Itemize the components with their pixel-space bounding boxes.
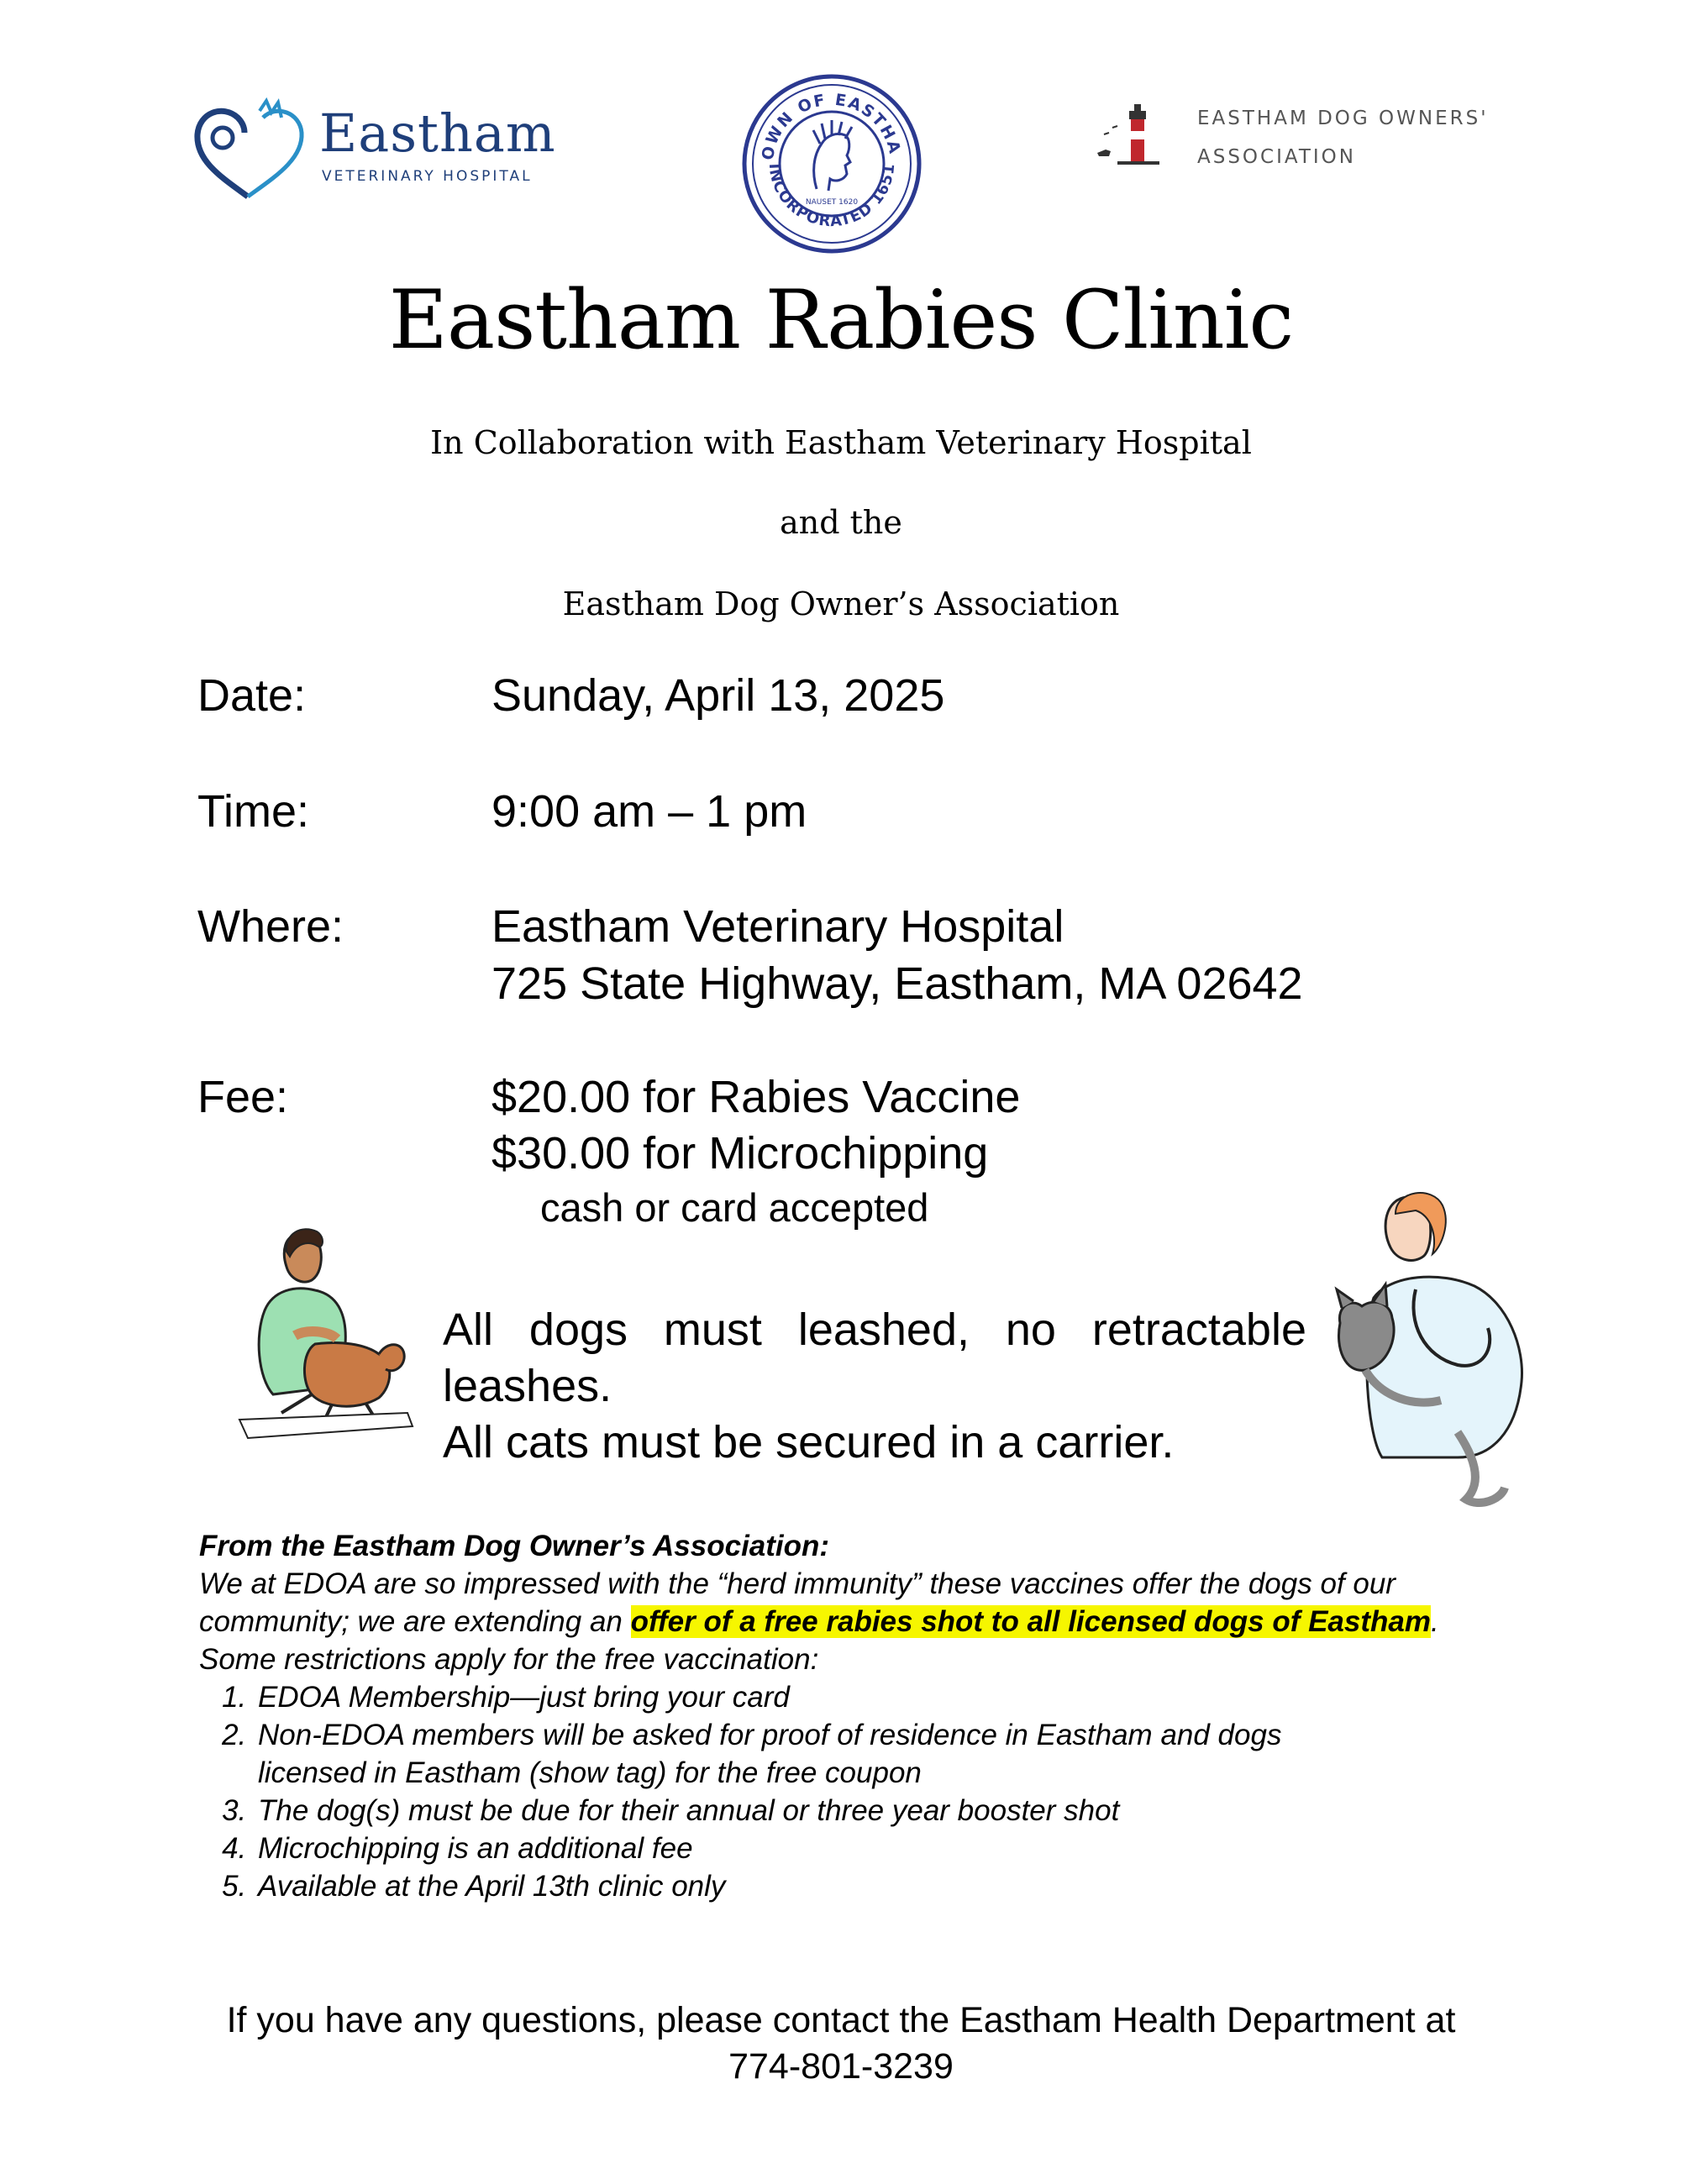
contact-text: If you have any questions, please contact the Eastham Health Department at: [226, 2000, 1456, 2040]
contact-phone: 774-801-3239: [728, 2046, 954, 2087]
list-item: 4. Microchipping is an additional fee: [255, 1830, 1543, 1867]
free-shot-highlight: offer of a free rabies shot to all licensed dogs of Eastham: [630, 1605, 1431, 1638]
edoa-heading: From the Eastham Dog Owner’s Association:: [199, 1530, 830, 1562]
payment-note: cash or card accepted: [540, 1185, 929, 1230]
pet-rules: [443, 1302, 1306, 1471]
seal-bottom-text: INCORPORATED 1651: [765, 162, 899, 231]
edoa-paragraph-text: We at EDOA are so impressed with the “herd immunity” these vaccines offer the dogs of our community; we are extending an: [199, 1567, 1396, 1638]
vet-with-cat-illustration: [1315, 1180, 1537, 1512]
list-item: 5. Available at the April 13th clinic only: [255, 1867, 1543, 1905]
rule-cats: All cats must be secured in a carrier.: [443, 1417, 1175, 1467]
rule-leash-line1: All dogs must leashed, no retractable: [443, 1305, 1306, 1355]
collaboration-partner: Eastham Dog Owner’s Association: [562, 585, 1120, 622]
collaboration-line: In Collaboration with Eastham Veterinary Hospital: [430, 424, 1252, 461]
fee-rabies: $20.00 for Rabies Vaccine: [491, 1072, 1021, 1122]
time-label: Time:: [197, 786, 309, 837]
list-item: 1. EDOA Membership—just bring your card: [255, 1678, 1543, 1716]
edoa-logo-line2: ASSOCIATION: [1197, 146, 1356, 168]
seal-center-text: NAUSET 1620: [805, 198, 859, 207]
town-seal: [739, 71, 924, 256]
lighthouse-icon: [1092, 101, 1185, 176]
edoa-logo-line1: EASTHAM DOG OWNERS': [1197, 108, 1489, 129]
rule-leash-line2: leashes.: [443, 1361, 612, 1411]
edoa-section: [199, 1527, 1543, 1905]
vet-with-dog-illustration: [214, 1218, 416, 1462]
where-venue: Eastham Veterinary Hospital: [491, 901, 1064, 952]
fee-microchip: $30.00 for Microchipping: [491, 1128, 989, 1179]
where-label: Where:: [197, 901, 344, 952]
date-value: Sunday, April 13, 2025: [491, 670, 945, 721]
restrictions-intro: Some restrictions apply for the free vaccination:: [199, 1643, 819, 1676]
edoa-paragraph-end: .: [1430, 1605, 1439, 1638]
vet-hospital-logo: [189, 94, 556, 203]
where-address: 725 State Highway, Eastham, MA 02642: [491, 958, 1303, 1009]
edoa-paragraph: [199, 1565, 1543, 1641]
date-label: Date:: [197, 670, 307, 721]
contact-info: [0, 1998, 1682, 2090]
seal-top-text: OWN OF EASTHA: [758, 90, 905, 162]
vet-hospital-name: Eastham: [319, 102, 556, 164]
collaboration-conjunction: and the: [780, 504, 902, 541]
edoa-logo: [1092, 101, 1529, 176]
page-title: Eastham Rabies Clinic: [388, 273, 1294, 367]
fee-label: Fee:: [197, 1072, 289, 1122]
restrictions-list: [199, 1678, 1543, 1905]
time-value: 9:00 am – 1 pm: [491, 786, 807, 837]
list-item: 2. Non-EDOA members will be asked for proof of residence in Eastham and dogs licensed in Eastham (show tag) for the free coupon: [255, 1716, 1543, 1792]
heart-paw-icon: [189, 94, 315, 203]
list-item: 3. The dog(s) must be due for their annual or three year booster shot: [255, 1792, 1543, 1830]
vet-hospital-subtitle: VETERINARY HOSPITAL: [322, 168, 533, 185]
